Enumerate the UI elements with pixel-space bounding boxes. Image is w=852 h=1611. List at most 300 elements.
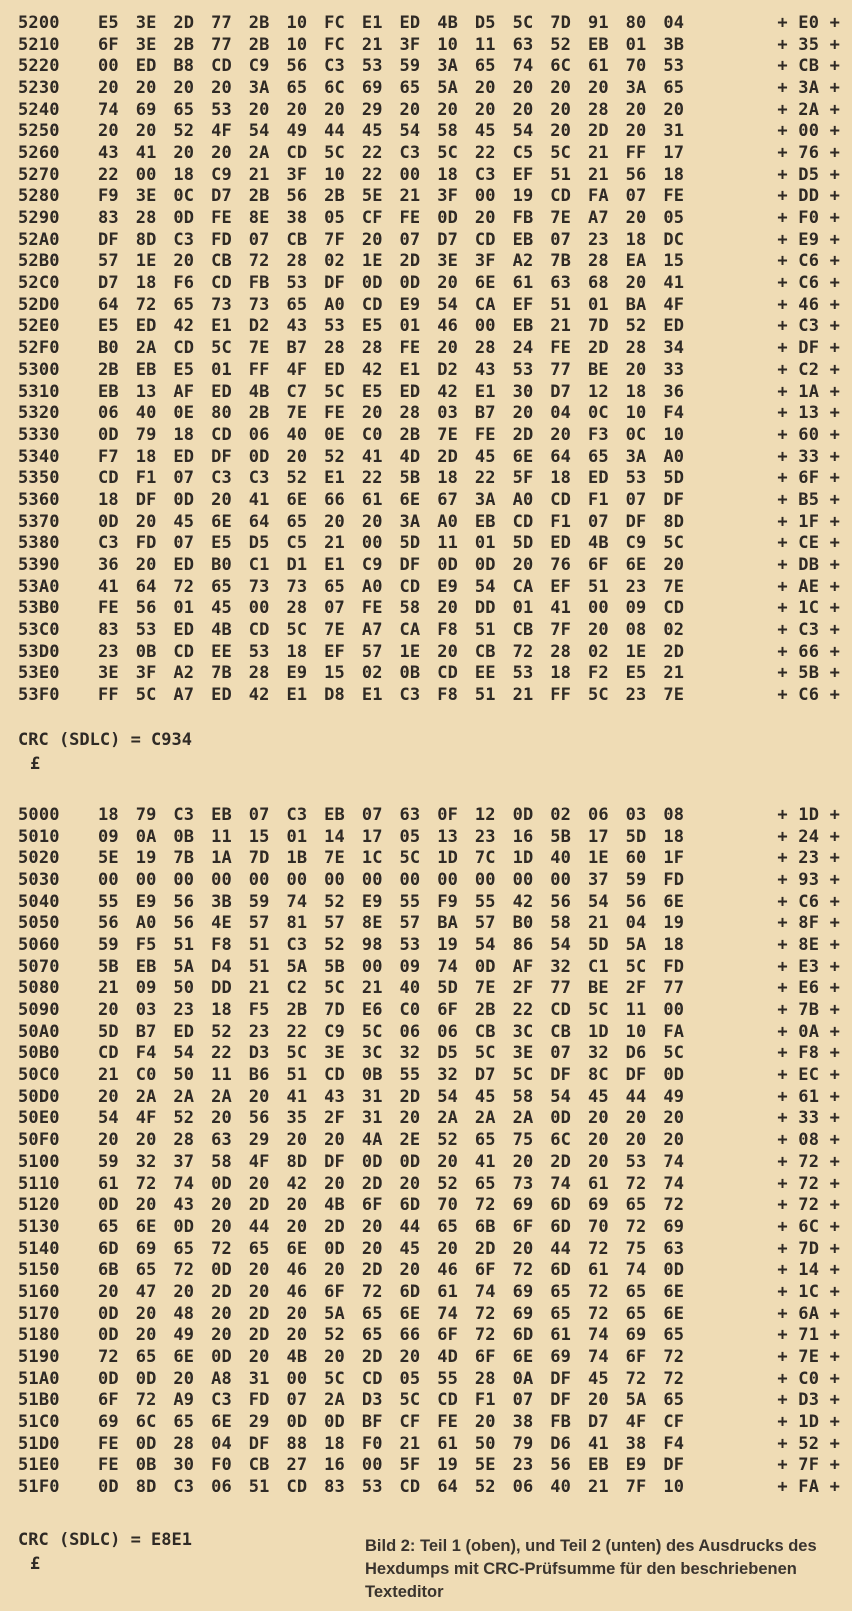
hex-byte: EB [98, 381, 119, 402]
hex-byte: 00 [98, 56, 119, 77]
hex-byte: 23 [625, 685, 647, 706]
hex-byte: 21 [587, 164, 609, 185]
hex-byte: 5C [474, 1043, 496, 1064]
hex-byte: A0 [437, 511, 459, 532]
row-bytes [98, 1174, 701, 1194]
row-checksum: + C6 + [777, 891, 840, 912]
hex-byte: 56 [550, 1455, 572, 1476]
row-address: 5290 [18, 208, 60, 229]
hex-byte: D7 [211, 186, 232, 207]
hex-byte: 23 [587, 229, 609, 250]
row-checksum: + C2 + [777, 359, 840, 380]
hex-byte: 20 [361, 403, 383, 424]
hex-byte: 07 [550, 1043, 572, 1064]
hex-byte: 20 [286, 446, 308, 467]
hexdump-row [18, 1238, 844, 1260]
hex-byte: ED [173, 620, 195, 641]
hex-byte: 20 [248, 1173, 270, 1194]
hex-byte: 20 [512, 1238, 534, 1259]
hex-byte: 56 [98, 913, 119, 934]
hex-byte: 56 [135, 598, 157, 619]
hex-byte: E9 [399, 294, 421, 315]
hexdump-row [18, 619, 844, 641]
hex-byte: 54 [587, 891, 609, 912]
hex-byte: 69 [663, 1216, 685, 1237]
hex-byte: 20 [135, 121, 157, 142]
hex-byte: 20 [324, 1260, 345, 1281]
hex-byte: 0D [98, 424, 119, 445]
hex-byte: 6E [173, 1347, 195, 1368]
hex-byte: 7C [474, 848, 496, 869]
hexdump-row [18, 1259, 844, 1281]
hex-byte: 2B [248, 403, 270, 424]
hex-byte: EA [625, 251, 647, 272]
hex-byte: 20 [587, 1390, 609, 1411]
hex-byte: 28 [248, 663, 270, 684]
hex-byte: 20 [324, 1130, 345, 1151]
hex-byte: 20 [135, 1195, 157, 1216]
row-bytes [98, 1130, 701, 1150]
hex-byte: 17 [663, 142, 685, 163]
hex-byte: 3B [211, 891, 232, 912]
hex-byte: C7 [286, 381, 308, 402]
hex-byte: 07 [324, 598, 345, 619]
row-address: 51C0 [18, 1412, 60, 1433]
hex-byte: 91 [587, 12, 609, 33]
hex-byte: E5 [361, 381, 383, 402]
row-bytes [98, 143, 701, 163]
hex-byte: 48 [173, 1303, 195, 1324]
hex-byte: 28 [474, 338, 496, 359]
hex-byte: DF [135, 489, 157, 510]
hex-byte: 74 [587, 1325, 609, 1346]
hex-byte: 20 [437, 641, 459, 662]
hex-byte: 20 [437, 273, 459, 294]
hex-byte: 41 [361, 446, 383, 467]
hexdump-row [18, 186, 844, 208]
hex-byte: 28 [474, 1368, 496, 1389]
hex-byte: B8 [173, 56, 195, 77]
row-checksum: + 6F + [777, 468, 840, 489]
hex-byte: 00 [286, 1368, 308, 1389]
hex-byte: 61 [98, 1173, 119, 1194]
row-bytes [98, 468, 701, 488]
hex-byte: 03 [625, 804, 647, 825]
hex-byte: 6D [399, 1195, 421, 1216]
hex-byte: 69 [625, 1325, 647, 1346]
hex-byte: FE [98, 1433, 119, 1454]
hex-byte: BA [437, 913, 459, 934]
hex-byte: 5C [211, 338, 232, 359]
hex-byte: 55 [437, 1368, 459, 1389]
hex-byte: C3 [286, 804, 308, 825]
row-bytes [98, 577, 701, 597]
hex-byte: 20 [173, 251, 195, 272]
hexdump-row [18, 34, 844, 56]
row-address: 52D0 [18, 294, 60, 315]
row-checksum: + 71 + [777, 1325, 840, 1346]
hex-byte: 3B [663, 34, 685, 55]
row-bytes [98, 512, 701, 532]
hex-byte: CD [98, 468, 119, 489]
hex-byte: 52 [324, 1325, 345, 1346]
hex-byte: 65 [173, 1238, 195, 1259]
hex-byte: 72 [173, 576, 195, 597]
hexdump-row [18, 446, 844, 468]
hex-byte: CF [361, 208, 383, 229]
hexdump-row [18, 489, 844, 511]
hex-byte: 18 [135, 446, 157, 467]
hex-byte: 33 [663, 359, 685, 380]
hex-byte: 58 [399, 598, 421, 619]
hex-byte: 0D [248, 446, 270, 467]
hex-byte: CD [211, 424, 232, 445]
hex-byte: 28 [286, 251, 308, 272]
hex-byte: 1A [211, 848, 232, 869]
hex-byte: 04 [550, 403, 572, 424]
hex-byte: 5A [625, 934, 647, 955]
hex-byte: 20 [248, 1086, 270, 1107]
hex-byte: 4F [211, 121, 232, 142]
hex-byte: 61 [587, 1260, 609, 1281]
hex-byte: 20 [248, 99, 270, 120]
hex-byte: CD [286, 1477, 308, 1498]
hex-byte: ED [399, 381, 421, 402]
hex-byte: 73 [512, 1173, 534, 1194]
hexdump-row [18, 359, 844, 381]
hex-byte: 1B [286, 848, 308, 869]
hex-byte: 16 [512, 826, 534, 847]
hex-byte: 65 [211, 576, 232, 597]
hex-byte: 41 [135, 142, 157, 163]
row-checksum: + 1C + [777, 1281, 840, 1302]
hex-byte: 24 [512, 338, 534, 359]
hex-byte: DF [663, 1455, 685, 1476]
hex-byte: 20 [286, 1130, 308, 1151]
hex-byte: 35 [286, 1108, 308, 1129]
hex-byte: 80 [211, 403, 232, 424]
row-address: 52E0 [18, 316, 60, 337]
hex-byte: ED [324, 359, 345, 380]
hex-byte: F1 [474, 1390, 496, 1411]
hex-byte: 0E [324, 424, 345, 445]
hex-byte: CD [399, 1477, 421, 1498]
hex-byte: 56 [286, 56, 308, 77]
hex-byte: 7D [248, 848, 270, 869]
row-checksum: + 2A + [777, 99, 840, 120]
hex-byte: 07 [550, 229, 572, 250]
row-bytes [98, 1455, 701, 1475]
hex-byte: 00 [135, 164, 157, 185]
hex-byte: FE [474, 424, 496, 445]
hex-byte: C1 [587, 956, 609, 977]
hex-byte: 03 [135, 1000, 157, 1021]
hex-byte: 0D [361, 1151, 383, 1172]
hexdump-row [18, 804, 844, 826]
hex-byte: DF [550, 1390, 572, 1411]
hex-byte: 5B [550, 826, 572, 847]
hex-byte: 20 [135, 555, 157, 576]
hex-byte: 21 [399, 186, 421, 207]
hex-byte: 5A [286, 956, 308, 977]
hex-byte: 44 [625, 1086, 647, 1107]
hex-byte: 36 [98, 555, 119, 576]
hex-byte: 2D [361, 1173, 383, 1194]
row-checksum: + 1A + [777, 381, 840, 402]
hexdump-row [18, 467, 844, 489]
hex-byte: 0D [663, 1065, 685, 1086]
hex-byte: 1F [663, 848, 685, 869]
hex-byte: 20 [625, 99, 647, 120]
hex-byte: DF [625, 1065, 647, 1086]
hex-byte: D4 [211, 956, 232, 977]
row-address: 5180 [18, 1325, 60, 1346]
row-checksum: + 1F + [777, 511, 840, 532]
hex-byte: 07 [399, 229, 421, 250]
hex-byte: 65 [587, 446, 609, 467]
hex-byte: 5D [587, 934, 609, 955]
row-bytes [98, 425, 701, 445]
hex-byte: D7 [98, 273, 119, 294]
hex-byte: 51 [550, 294, 572, 315]
hex-byte: 50 [173, 978, 195, 999]
row-bytes [98, 403, 701, 423]
hex-byte: 28 [361, 338, 383, 359]
hex-byte: 09 [135, 978, 157, 999]
hex-byte: DC [663, 229, 685, 250]
hex-byte: 2F [324, 1108, 345, 1129]
hex-byte: 07 [173, 533, 195, 554]
row-address: 5300 [18, 359, 60, 380]
hex-byte: 0B [173, 826, 195, 847]
hex-byte: 0D [98, 1303, 119, 1324]
row-bytes [98, 533, 701, 553]
hex-byte: 80 [625, 12, 647, 33]
row-checksum: + 5B + [777, 663, 840, 684]
row-checksum: + DB + [777, 555, 840, 576]
row-address: 5110 [18, 1173, 60, 1194]
hex-byte: 6D [550, 1260, 572, 1281]
row-checksum: + FA + [777, 1477, 840, 1498]
hex-byte: 20 [474, 99, 496, 120]
hex-byte: 72 [587, 1238, 609, 1259]
hex-byte: F3 [587, 424, 609, 445]
row-checksum: + B5 + [777, 489, 840, 510]
hex-byte: C5 [512, 142, 534, 163]
hex-byte: 0D [98, 1195, 119, 1216]
hexdump-row [18, 1390, 844, 1412]
hex-byte: 81 [286, 913, 308, 934]
hex-byte: 5B [98, 956, 119, 977]
hex-byte: 42 [173, 316, 195, 337]
hex-byte: 53 [625, 468, 647, 489]
hex-byte: 00 [248, 598, 270, 619]
hex-byte: 72 [474, 1325, 496, 1346]
hex-byte: 55 [98, 891, 119, 912]
hexdump-row [18, 207, 844, 229]
hex-byte: F6 [173, 273, 195, 294]
hex-byte: 01 [399, 316, 421, 337]
hex-byte: EB [135, 359, 157, 380]
hexdump-row [18, 55, 844, 77]
hex-byte: 0D [211, 1260, 232, 1281]
hex-byte: 06 [211, 1477, 232, 1498]
hex-byte: CB [474, 1021, 496, 1042]
hex-byte: 01 [512, 598, 534, 619]
hex-byte: 74 [587, 1347, 609, 1368]
hex-byte: 4F [286, 359, 308, 380]
row-checksum: + 60 + [777, 424, 840, 445]
row-address: 52C0 [18, 273, 60, 294]
row-bytes [98, 1065, 701, 1085]
row-bytes [98, 1434, 701, 1454]
hex-byte: 2D [474, 1238, 496, 1259]
hex-byte: BA [625, 294, 647, 315]
hex-byte: FD [663, 956, 685, 977]
hex-byte: 56 [625, 164, 647, 185]
hex-byte: ED [135, 56, 157, 77]
row-checksum: + 93 + [777, 869, 840, 890]
hex-byte: 56 [625, 891, 647, 912]
hex-byte: 7E [324, 848, 345, 869]
hex-byte: 46 [286, 1260, 308, 1281]
hex-byte: 6F [98, 1390, 119, 1411]
hex-byte: 00 [248, 869, 270, 890]
hex-byte: E6 [361, 1000, 383, 1021]
hex-byte: 69 [98, 1412, 119, 1433]
hex-byte: 22 [211, 1043, 232, 1064]
row-address: 5020 [18, 848, 60, 869]
hex-byte: 7B [211, 663, 232, 684]
hex-byte: FB [512, 208, 534, 229]
hexdump-row [18, 554, 844, 576]
hex-byte: 72 [663, 1195, 685, 1216]
hex-byte: 52 [173, 121, 195, 142]
hex-byte: 65 [437, 1216, 459, 1237]
hex-byte: 51 [248, 1477, 270, 1498]
hex-byte: 74 [474, 1281, 496, 1302]
hex-byte: 31 [248, 1368, 270, 1389]
hex-byte: 98 [361, 934, 383, 955]
row-address: 51E0 [18, 1455, 60, 1476]
hex-byte: 3A [474, 489, 496, 510]
hex-byte: CD [399, 576, 421, 597]
hex-byte: 20 [211, 1108, 232, 1129]
hex-byte: 2A [211, 1086, 232, 1107]
row-checksum: + 61 + [777, 1086, 840, 1107]
row-checksum: + 1D + [777, 1412, 840, 1433]
hex-byte: 20 [173, 77, 195, 98]
hex-byte: DF [98, 229, 119, 250]
row-bytes [98, 360, 701, 380]
hex-byte: 22 [474, 142, 496, 163]
hex-byte: 20 [286, 1303, 308, 1324]
hex-byte: 18 [625, 381, 647, 402]
hex-byte: AF [512, 956, 534, 977]
hex-byte: F7 [98, 446, 119, 467]
hex-byte: 20 [135, 1303, 157, 1324]
hex-byte: 60 [625, 848, 647, 869]
row-address: 51F0 [18, 1477, 60, 1498]
hex-byte: 20 [625, 273, 647, 294]
hexdump-row [18, 99, 844, 121]
hex-byte: 18 [437, 468, 459, 489]
hex-byte: 6B [474, 1216, 496, 1237]
row-bytes [98, 1087, 701, 1107]
hex-byte: 2D [324, 1216, 345, 1237]
row-address: 52B0 [18, 251, 60, 272]
hex-byte: D2 [248, 316, 270, 337]
hex-byte: 64 [550, 446, 572, 467]
hex-byte: 65 [625, 1195, 647, 1216]
hex-byte: 20 [248, 1347, 270, 1368]
hexdump-row [18, 316, 844, 338]
hex-byte: 0D [512, 804, 534, 825]
hex-byte: 41 [248, 489, 270, 510]
hex-byte: 69 [512, 1281, 534, 1302]
hex-byte: ED [211, 381, 232, 402]
row-address: 5070 [18, 956, 60, 977]
row-bytes [98, 1477, 701, 1497]
hex-byte: 52 [173, 1108, 195, 1129]
hex-byte: 28 [399, 403, 421, 424]
hex-byte: 01 [587, 294, 609, 315]
hex-byte: 57 [474, 913, 496, 934]
hex-byte: 4D [399, 446, 421, 467]
row-bytes [98, 642, 701, 662]
row-bytes [98, 685, 701, 705]
hex-byte: 40 [286, 424, 308, 445]
hex-byte: 40 [135, 403, 157, 424]
hex-byte: 6D [512, 1325, 534, 1346]
hex-byte: EE [211, 641, 232, 662]
hex-byte: 2B [324, 186, 345, 207]
hex-byte: 40 [399, 978, 421, 999]
hex-byte: FE [211, 208, 232, 229]
hex-byte: 3F [474, 251, 496, 272]
hexdump-row [18, 1064, 844, 1086]
hex-byte: 2D [512, 424, 534, 445]
hex-byte: DF [550, 1368, 572, 1389]
hex-byte: 20 [98, 1086, 119, 1107]
hex-byte: F4 [663, 403, 685, 424]
hex-byte: 51 [550, 164, 572, 185]
hex-byte: 20 [248, 1281, 270, 1302]
hex-byte: 09 [625, 598, 647, 619]
hex-byte: 6E [135, 1216, 157, 1237]
row-address: 5030 [18, 869, 60, 890]
hex-byte: 49 [663, 1086, 685, 1107]
hex-byte: A0 [324, 294, 345, 315]
hex-byte: 65 [135, 1260, 157, 1281]
hex-byte: 00 [474, 186, 496, 207]
hex-byte: 11 [211, 1065, 232, 1086]
hex-byte: 20 [399, 1260, 421, 1281]
hex-byte: 58 [512, 1086, 534, 1107]
hex-byte: EB [474, 511, 496, 532]
hex-byte: 54 [512, 121, 534, 142]
hex-byte: 1E [587, 848, 609, 869]
hex-byte: 6F [512, 1216, 534, 1237]
hex-byte: 65 [663, 1390, 685, 1411]
hex-byte: FE [399, 208, 421, 229]
hex-byte: 1E [625, 641, 647, 662]
hex-byte: 18 [98, 489, 119, 510]
hex-byte: 21 [98, 978, 119, 999]
hex-byte: 5D [98, 1021, 119, 1042]
hex-byte: 52 [211, 1021, 232, 1042]
hex-byte: 52 [286, 468, 308, 489]
